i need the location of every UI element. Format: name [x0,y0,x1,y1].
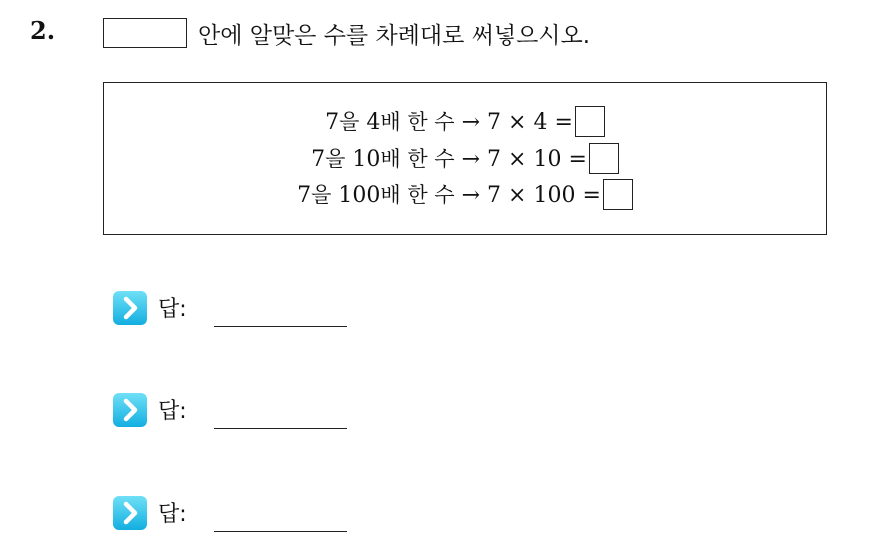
equation-arrow: → [461,147,481,172]
equation-phrase: 배 한 수 [380,147,455,171]
answer-input-line[interactable] [214,326,347,327]
equation-arrow: → [461,110,481,135]
answer-input-line[interactable] [214,531,347,532]
equation-phrase: 배 한 수 [380,110,455,134]
equation-equals: = [582,183,601,208]
answer-label: 답: [158,502,187,527]
question-instruction: 안에 알맞은 수를 차례대로 써넣으시오. [198,23,591,49]
inline-answer-blank [103,18,187,48]
equation-phrase: 배 한 수 [380,183,455,207]
equation-base: 7 [297,183,312,208]
equation-times: × [508,110,527,135]
equation-multiplier: 10 [352,147,381,172]
problem-box [103,82,827,235]
equation-arrow: → [461,183,481,208]
equation-times: × [508,147,527,172]
question-number: 2. [30,16,56,45]
equation-line-2 [104,142,826,177]
answer-box [575,106,605,137]
equation-particle: 을 [311,183,332,207]
answer-label: 답: [158,297,187,322]
equation-line-1 [104,105,826,140]
equation-line-3 [104,178,826,213]
equation-expr-a: 7 [487,183,502,208]
answer-label: 답: [158,399,187,424]
answer-box [603,179,633,210]
equation-expr-a: 7 [487,147,502,172]
equation-base: 7 [325,110,340,135]
equation-multiplier: 100 [338,183,381,208]
equation-expr-b: 100 [533,183,576,208]
equation-particle: 을 [325,147,346,171]
equation-equals: = [568,147,587,172]
equation-multiplier: 4 [366,110,381,135]
answer-box [589,143,619,174]
chevron-right-icon [112,290,148,326]
equation-particle: 을 [339,110,360,134]
equation-expr-b: 10 [533,147,562,172]
equation-expr-b: 4 [533,110,548,135]
equation-equals: = [554,110,573,135]
answer-input-line[interactable] [214,428,347,429]
chevron-right-icon [112,495,148,531]
equation-times: × [508,183,527,208]
chevron-right-icon [112,392,148,428]
equation-expr-a: 7 [487,110,502,135]
equation-base: 7 [311,147,326,172]
